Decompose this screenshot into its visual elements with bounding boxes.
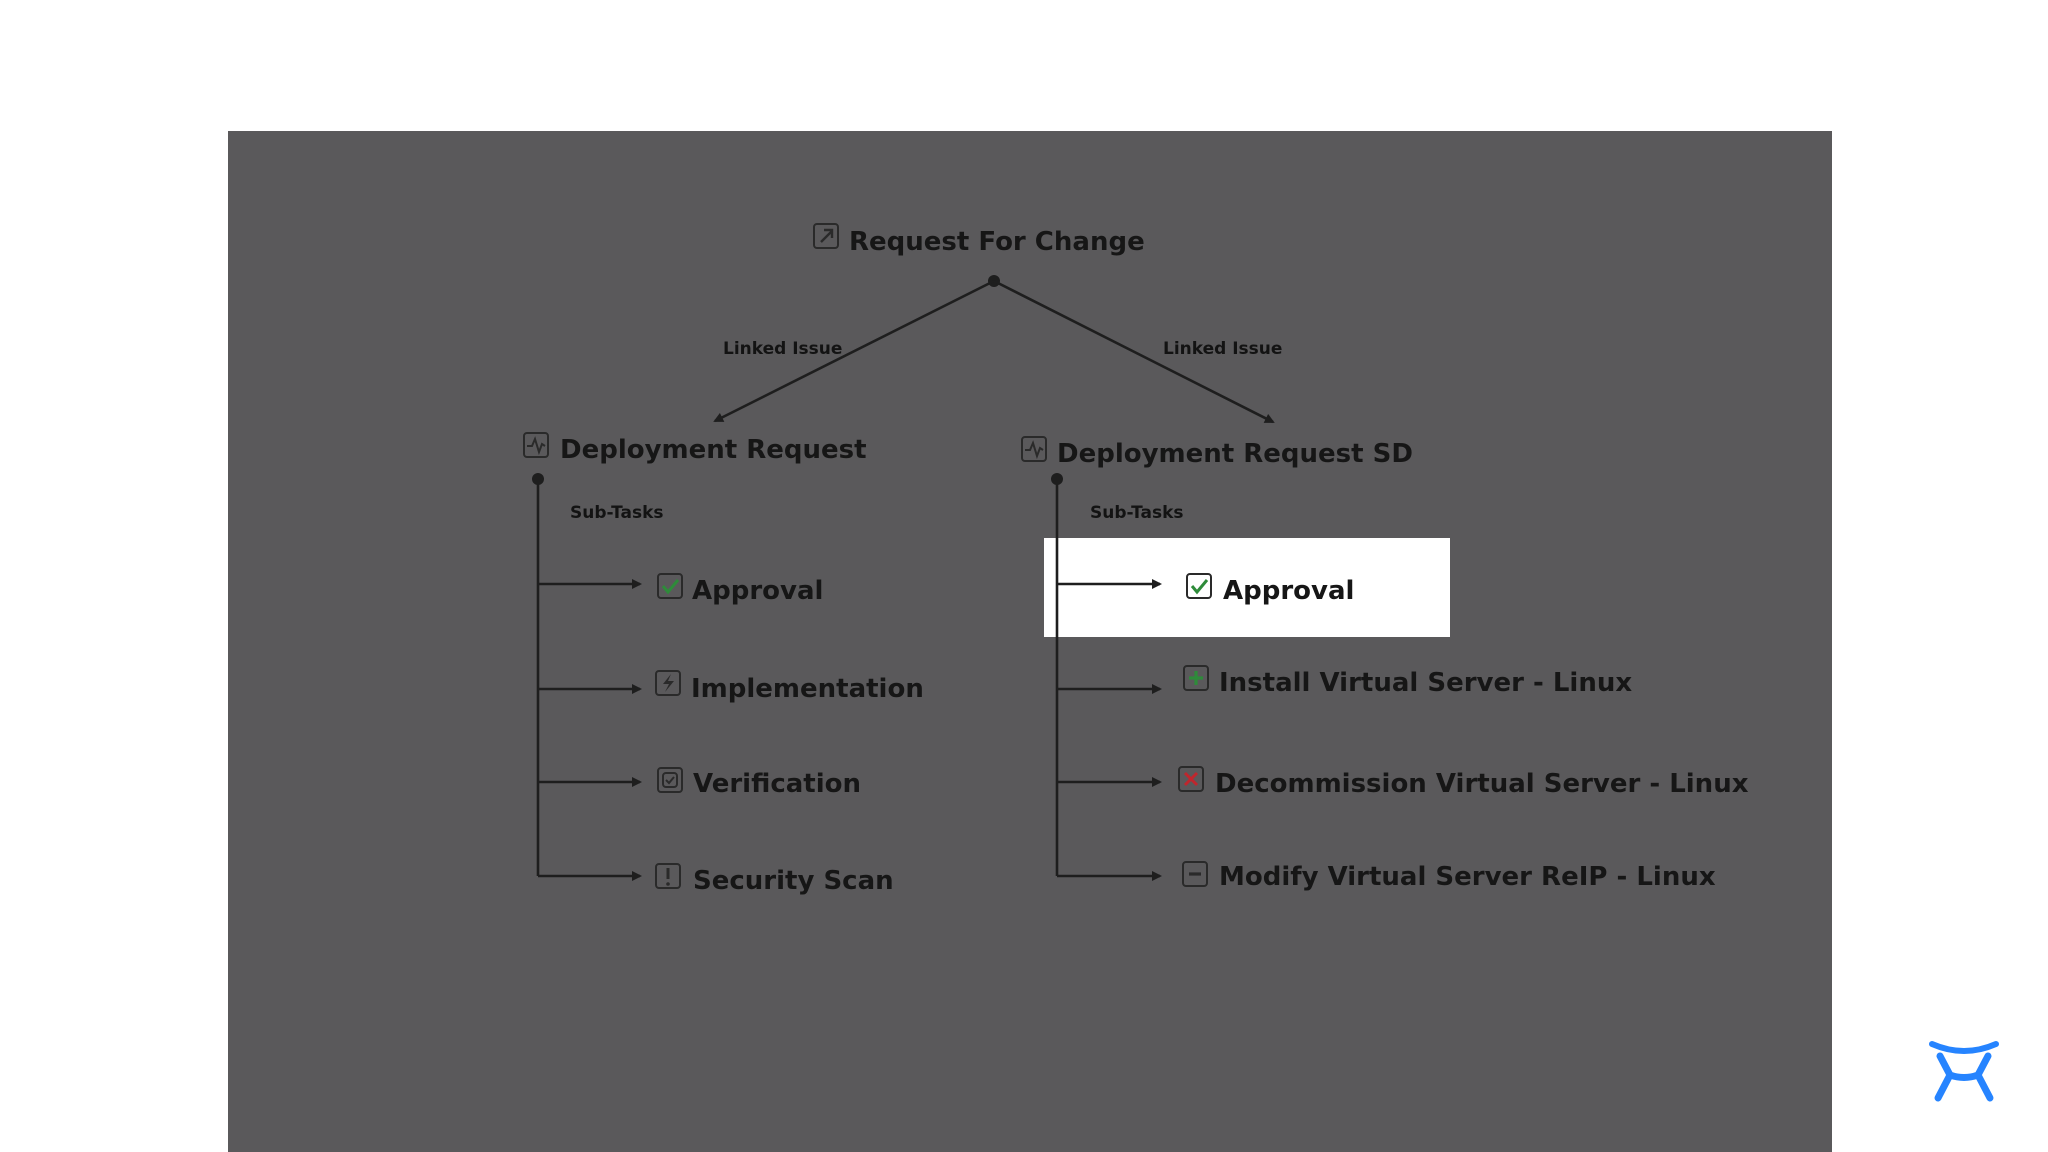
left-task-implementation [656, 671, 924, 704]
root-label: Request For Change [849, 227, 1145, 257]
right-task-label: Install Virtual Server - Linux [1219, 668, 1633, 698]
left-node [524, 433, 867, 465]
right-task-label: Approval [1223, 576, 1355, 606]
right-node [1022, 437, 1413, 469]
right-task-install [1184, 666, 1632, 698]
right-node-label: Deployment Request SD [1057, 439, 1413, 469]
left-node-label: Deployment Request [560, 435, 867, 465]
left-subtasks-label: Sub-Tasks [570, 503, 664, 523]
diagram-panel [228, 131, 1832, 1152]
left-task-label: Security Scan [693, 866, 894, 896]
right-task-label: Decommission Virtual Server - Linux [1215, 769, 1749, 799]
left-task-label: Approval [692, 576, 824, 606]
right-subtasks-label: Sub-Tasks [1090, 503, 1184, 523]
atlassian-logo-icon [1932, 1044, 1996, 1098]
edge-label-left: Linked Issue [723, 339, 843, 359]
right-task-label: Modify Virtual Server ReIP - Linux [1219, 862, 1716, 892]
right-task-modify [1183, 862, 1716, 892]
left-task-label: Verification [693, 769, 862, 799]
right-task-decommission [1179, 767, 1749, 799]
left-task-label: Implementation [691, 674, 924, 704]
root-node [814, 224, 1145, 257]
edge-label-right: Linked Issue [1163, 339, 1283, 359]
